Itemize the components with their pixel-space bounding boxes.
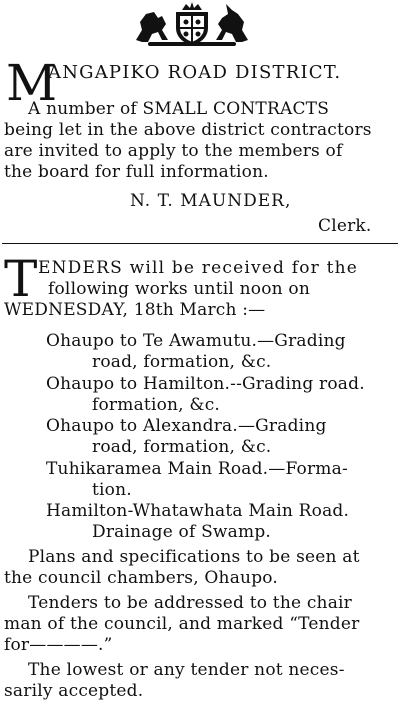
signature-name: N. T. MAUNDER, bbox=[130, 191, 292, 211]
notice1-body-line: the board for full information. bbox=[4, 162, 269, 182]
works-item: Drainage of Swamp. bbox=[92, 522, 272, 542]
notice2-line: WEDNESDAY, 18th March :— bbox=[4, 300, 266, 320]
works-item: road, formation, &c. bbox=[92, 352, 272, 372]
works-item: Tuhikaramea Main Road.—Forma- bbox=[46, 459, 348, 479]
notice1-heading: ANGAPIKO ROAD DISTRICT. bbox=[48, 62, 342, 83]
works-item: Ohaupo to Alexandra.—Grading bbox=[46, 416, 327, 436]
works-item: tion. bbox=[92, 480, 132, 500]
footer-line: The lowest or any tender not neces- bbox=[28, 660, 345, 680]
works-item: Ohaupo to Hamilton.--Grading road. bbox=[46, 374, 365, 394]
footer-line: Tenders to be addressed to the chair bbox=[28, 593, 353, 613]
footer-line: for————.” bbox=[4, 635, 113, 655]
footer-line: sarily accepted. bbox=[4, 681, 144, 701]
notice1-body-line: A number of SMALL CONTRACTS bbox=[28, 99, 330, 119]
notice1-body-line: are invited to apply to the members of bbox=[4, 141, 343, 161]
works-item: Hamilton-Whatawhata Main Road. bbox=[46, 501, 350, 521]
notice2-line: ENDERS will be received for the bbox=[38, 258, 359, 278]
footer-line: the council chambers, Ohaupo. bbox=[4, 568, 279, 588]
works-item: Ohaupo to Te Awamutu.—Grading bbox=[46, 331, 346, 351]
notice1-body-line: being let in the above district contractors bbox=[4, 120, 372, 140]
notice2-dropcap: T bbox=[4, 250, 38, 308]
royal-coat-of-arms-icon bbox=[128, 0, 256, 48]
notice2-line: following works until noon on bbox=[48, 279, 310, 299]
notice1-dropcap: M bbox=[6, 54, 58, 112]
divider bbox=[2, 243, 398, 244]
footer-line: Plans and specifications to be seen at bbox=[28, 547, 360, 567]
works-item: formation, &c. bbox=[92, 395, 221, 415]
works-item: road, formation, &c. bbox=[92, 437, 272, 457]
signature-title: Clerk. bbox=[318, 216, 372, 236]
footer-line: man of the council, and marked “Tender bbox=[4, 614, 360, 634]
